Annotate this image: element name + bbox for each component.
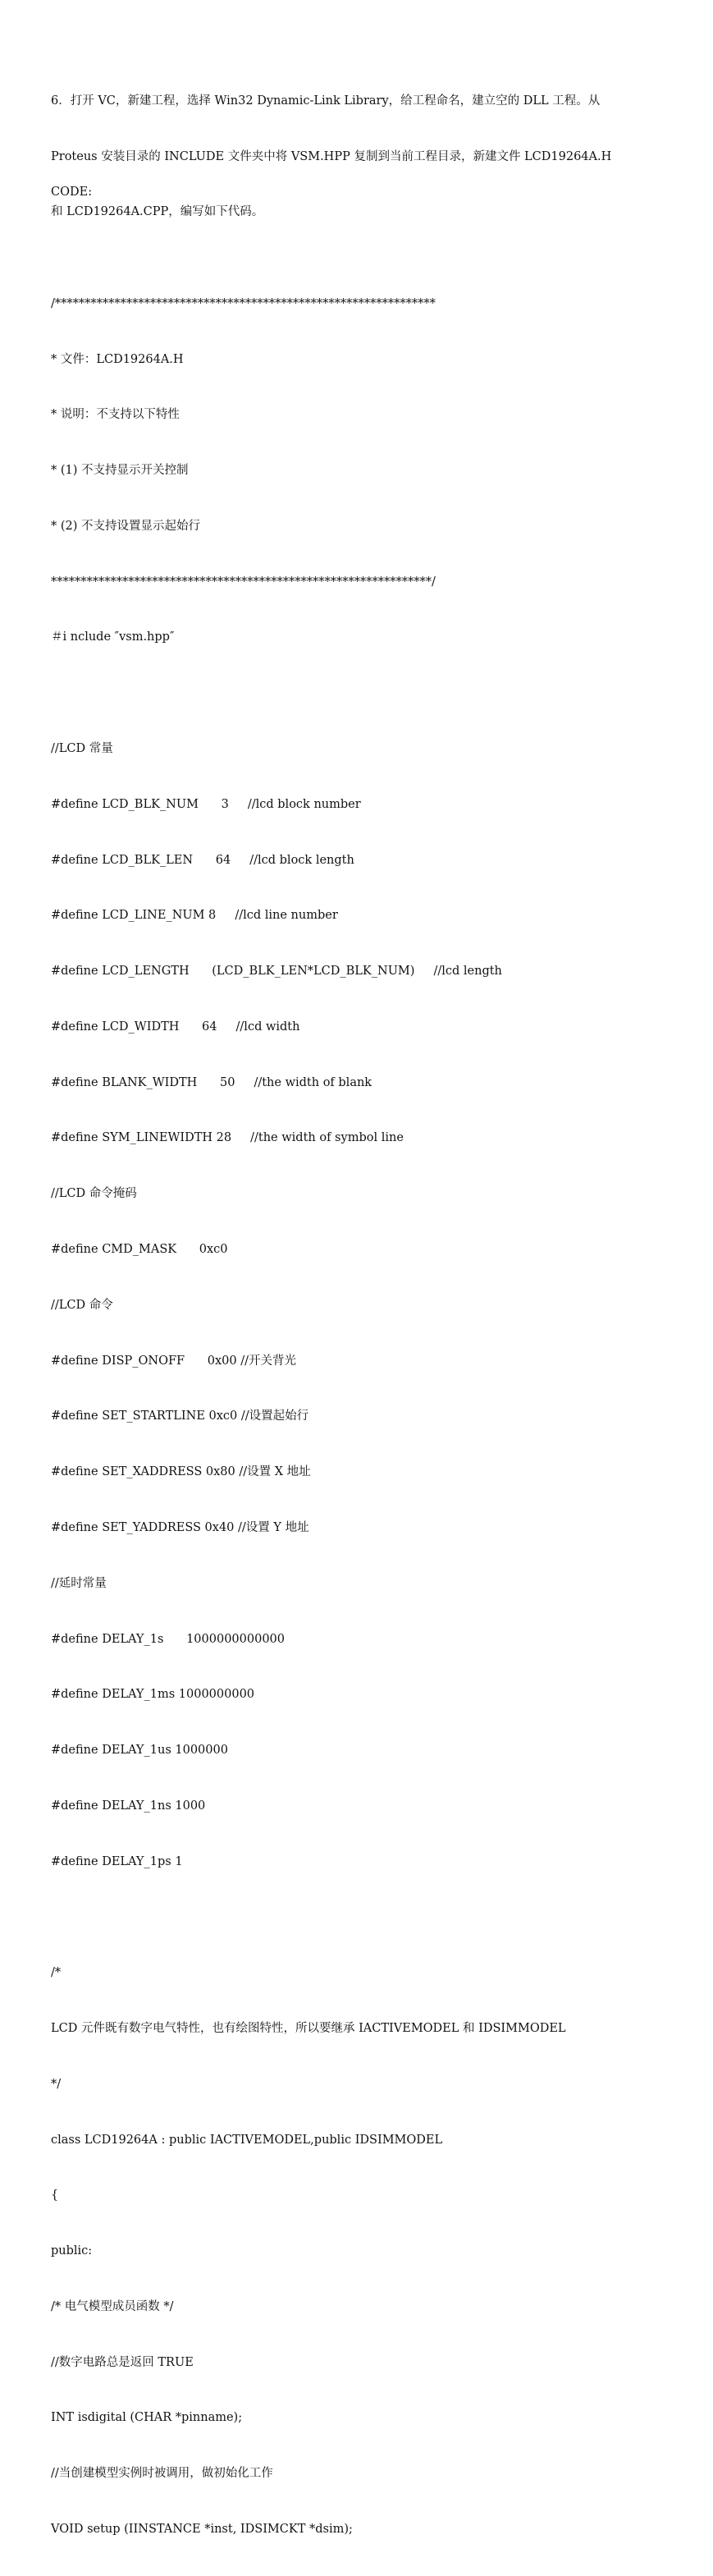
define-line: #define LCD_WIDTH 64 //lcd width [51, 1020, 300, 1034]
code-label: CODE: [51, 186, 93, 199]
code-line: INT isdigital (CHAR *pinname); [51, 2411, 243, 2425]
code-listing [51, 146, 699, 2576]
code-line: //LCD 命令掩码 [51, 1187, 137, 1201]
code-line: //延时常量 [51, 1576, 107, 1590]
define-line: #define SET_XADDRESS 0x80 //设置 X 地址 [51, 1465, 311, 1479]
intro-line: Proteus 安装目录的 INCLUDE 文件夹中将 VSM.HPP 复制到当前工程目录，新建文件 LCD19264A.H [51, 149, 612, 163]
define-line: #define LCD_LINE_NUM 8 //lcd line number [51, 909, 338, 923]
code-line [51, 684, 699, 703]
define-line: #define LCD_BLK_LEN 64 //lcd block length [51, 853, 354, 867]
code-line: LCD 元件既有数字电气特性，也有绘图特性，所以要继承 IACTIVEMODEL 和 IDSIMMODEL [51, 2021, 566, 2035]
define-line: #define DELAY_1ms 1000000000 [51, 1688, 255, 1702]
intro-line: 和 LCD19264A.CPP，编写如下代码。 [51, 205, 264, 219]
comment-line: * 说明：不支持以下特性 [51, 408, 180, 422]
define-line: #define DELAY_1ns 1000 [51, 1799, 206, 1813]
define-line: #define SET_STARTLINE 0xc0 //设置起始行 [51, 1409, 309, 1423]
code-line: { [51, 2189, 59, 2202]
define-line: #define LCD_LENGTH (LCD_BLK_LEN*LCD_BLK_NUM) //lcd length [51, 965, 502, 979]
define-line: #define SET_YADDRESS 0x40 //设置 Y 地址 [51, 1520, 309, 1534]
code-line: /* 电气模型成员函数 */ [51, 2299, 174, 2313]
code-line: VOID setup (IINSTANCE *inst, IDSIMCKT *dsim); [51, 2523, 353, 2536]
include-line: ＃i nclude ″vsm.hpp″ [51, 630, 175, 644]
code-line: /* [51, 1966, 62, 1980]
comment-border-top: /**************************************************************** [51, 296, 436, 310]
define-line: #define LCD_BLK_NUM 3 //lcd block number [51, 797, 361, 811]
comment-line: * 文件：LCD19264A.H [51, 352, 184, 366]
code-line: //当创建模型实例时被调用，做初始化工作 [51, 2467, 273, 2481]
code-line: */ [51, 2077, 62, 2091]
define-line: #define SYM_LINEWIDTH 28 //the width of symbol line [51, 1131, 404, 1145]
intro-line: 6．打开 VC，新建工程，选择 Win32 Dynamic-Link Library，给工程命名，建立空的 DLL 工程。从 [51, 94, 601, 108]
define-line: #define DISP_ONOFF 0x00 //开关背光 [51, 1354, 296, 1368]
code-line: public: [51, 2244, 93, 2258]
code-line: //LCD 常量 [51, 742, 113, 755]
class-declaration: class LCD19264A : public IACTIVEMODEL,public IDSIMMODEL [51, 2133, 443, 2147]
comment-border-bottom: ****************************************************************/ [51, 575, 436, 589]
comment-line: * (1) 不支持显示开关控制 [51, 464, 189, 478]
code-line: //数字电路总是返回 TRUE [51, 2355, 194, 2369]
code-line [51, 239, 699, 258]
define-line: #define DELAY_1us 1000000 [51, 1744, 228, 1758]
define-line: #define CMD_MASK 0xc0 [51, 1243, 228, 1257]
define-line: #define BLANK_WIDTH 50 //the width of blank [51, 1075, 372, 1089]
code-line: //LCD 命令 [51, 1298, 113, 1312]
define-line: #define DELAY_1ps 1 [51, 1854, 183, 1868]
define-line: #define DELAY_1s 1000000000000 [51, 1632, 286, 1646]
comment-line: * (2) 不支持设置显示起始行 [51, 519, 201, 533]
code-line [51, 1908, 699, 1927]
